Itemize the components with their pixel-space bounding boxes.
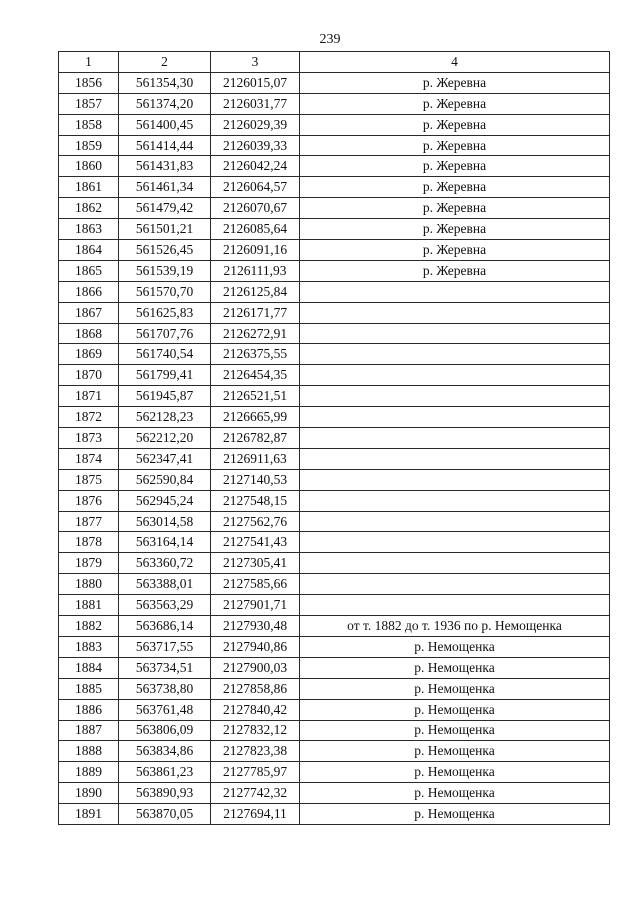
table-row [59,302,610,323]
cell-point-number: 1881 [59,595,119,616]
table-row [59,490,610,511]
cell-point-number: 1870 [59,365,119,386]
cell-y-coordinate: 2126029,39 [211,114,300,135]
cell-description: р. Жеревна [300,219,610,240]
cell-description: р. Немощенка [300,720,610,741]
cell-point-number: 1884 [59,657,119,678]
cell-description: р. Жеревна [300,198,610,219]
cell-description: р. Немощенка [300,804,610,825]
cell-point-number: 1888 [59,741,119,762]
cell-x-coordinate: 563734,51 [119,657,211,678]
cell-point-number: 1886 [59,699,119,720]
cell-y-coordinate: 2126521,51 [211,386,300,407]
cell-point-number: 1885 [59,678,119,699]
cell-x-coordinate: 563388,01 [119,574,211,595]
table-row [59,344,610,365]
cell-x-coordinate: 563834,86 [119,741,211,762]
table-row [59,469,610,490]
cell-x-coordinate: 563738,80 [119,678,211,699]
table-row [59,595,610,616]
cell-description [300,553,610,574]
cell-point-number: 1856 [59,72,119,93]
table-row [59,532,610,553]
cell-y-coordinate: 2126272,91 [211,323,300,344]
cell-point-number: 1873 [59,428,119,449]
cell-description [300,281,610,302]
cell-y-coordinate: 2126171,77 [211,302,300,323]
cell-x-coordinate: 561539,19 [119,260,211,281]
table-row [59,636,610,657]
cell-description [300,407,610,428]
cell-point-number: 1878 [59,532,119,553]
cell-x-coordinate: 563563,29 [119,595,211,616]
cell-y-coordinate: 2127901,71 [211,595,300,616]
cell-x-coordinate: 561501,21 [119,219,211,240]
cell-point-number: 1861 [59,177,119,198]
cell-y-coordinate: 2127840,42 [211,699,300,720]
cell-description: р. Жеревна [300,114,610,135]
cell-x-coordinate: 563870,05 [119,804,211,825]
cell-description: р. Немощенка [300,678,610,699]
cell-y-coordinate: 2127305,41 [211,553,300,574]
cell-y-coordinate: 2126911,63 [211,448,300,469]
cell-description: р. Немощенка [300,762,610,783]
cell-description: р. Жеревна [300,177,610,198]
cell-point-number: 1868 [59,323,119,344]
cell-x-coordinate: 561740,54 [119,344,211,365]
cell-description [300,490,610,511]
cell-x-coordinate: 563686,14 [119,616,211,637]
cell-description [300,323,610,344]
cell-y-coordinate: 2127548,15 [211,490,300,511]
cell-y-coordinate: 2126111,93 [211,260,300,281]
cell-y-coordinate: 2126070,67 [211,198,300,219]
table-row [59,72,610,93]
cell-description: р. Жеревна [300,72,610,93]
cell-x-coordinate: 561400,45 [119,114,211,135]
cell-description: р. Жеревна [300,156,610,177]
cell-point-number: 1871 [59,386,119,407]
table-row [59,762,610,783]
cell-description [300,428,610,449]
cell-x-coordinate: 561374,20 [119,93,211,114]
cell-point-number: 1862 [59,198,119,219]
table-row [59,198,610,219]
table-row [59,240,610,261]
table-row [59,323,610,344]
table-row [59,804,610,825]
cell-description [300,344,610,365]
cell-x-coordinate: 562212,20 [119,428,211,449]
cell-point-number: 1863 [59,219,119,240]
cell-y-coordinate: 2127930,48 [211,616,300,637]
cell-description: р. Немощенка [300,657,610,678]
cell-x-coordinate: 561414,44 [119,135,211,156]
cell-y-coordinate: 2126039,33 [211,135,300,156]
cell-x-coordinate: 563890,93 [119,783,211,804]
table-row [59,219,610,240]
cell-point-number: 1858 [59,114,119,135]
table-row [59,135,610,156]
table-row [59,511,610,532]
cell-description [300,386,610,407]
table-body [59,72,610,824]
table-row [59,616,610,637]
cell-x-coordinate: 563164,14 [119,532,211,553]
cell-point-number: 1859 [59,135,119,156]
cell-x-coordinate: 563761,48 [119,699,211,720]
cell-x-coordinate: 561707,76 [119,323,211,344]
header-row [59,52,610,73]
cell-point-number: 1882 [59,616,119,637]
cell-point-number: 1883 [59,636,119,657]
cell-y-coordinate: 2126031,77 [211,93,300,114]
cell-description: р. Немощенка [300,741,610,762]
table-row [59,93,610,114]
cell-point-number: 1865 [59,260,119,281]
table-row [59,783,610,804]
table-row [59,281,610,302]
cell-x-coordinate: 563806,09 [119,720,211,741]
table-header [59,52,610,73]
cell-x-coordinate: 562128,23 [119,407,211,428]
cell-x-coordinate: 563717,55 [119,636,211,657]
cell-point-number: 1876 [59,490,119,511]
table-row [59,428,610,449]
cell-x-coordinate: 561945,87 [119,386,211,407]
cell-y-coordinate: 2127742,32 [211,783,300,804]
table-row [59,553,610,574]
cell-description [300,511,610,532]
cell-x-coordinate: 563014,58 [119,511,211,532]
cell-x-coordinate: 563861,23 [119,762,211,783]
table-row [59,720,610,741]
cell-x-coordinate: 561799,41 [119,365,211,386]
cell-y-coordinate: 2126091,16 [211,240,300,261]
cell-x-coordinate: 561461,34 [119,177,211,198]
cell-y-coordinate: 2127140,53 [211,469,300,490]
table-row [59,678,610,699]
header-cell-description: 4 [300,52,610,73]
cell-y-coordinate: 2127562,76 [211,511,300,532]
cell-x-coordinate: 561479,42 [119,198,211,219]
cell-x-coordinate: 562347,41 [119,448,211,469]
table-row [59,177,610,198]
cell-point-number: 1864 [59,240,119,261]
page-number: 239 [319,32,341,47]
cell-description [300,448,610,469]
cell-y-coordinate: 2126454,35 [211,365,300,386]
cell-description: от т. 1882 до т. 1936 по р. Немощенка [300,616,610,637]
table-row [59,574,610,595]
cell-description [300,574,610,595]
cell-description [300,469,610,490]
cell-x-coordinate: 561625,83 [119,302,211,323]
table-row [59,156,610,177]
coordinates-table [58,51,610,825]
table-row [59,407,610,428]
cell-y-coordinate: 2126085,64 [211,219,300,240]
cell-point-number: 1889 [59,762,119,783]
cell-y-coordinate: 2127823,38 [211,741,300,762]
cell-point-number: 1877 [59,511,119,532]
cell-description: р. Немощенка [300,783,610,804]
cell-y-coordinate: 2126375,55 [211,344,300,365]
table-row [59,741,610,762]
cell-point-number: 1857 [59,93,119,114]
cell-y-coordinate: 2127832,12 [211,720,300,741]
cell-y-coordinate: 2126665,99 [211,407,300,428]
table-row [59,657,610,678]
cell-x-coordinate: 561526,45 [119,240,211,261]
table-row [59,386,610,407]
cell-point-number: 1875 [59,469,119,490]
cell-y-coordinate: 2126125,84 [211,281,300,302]
cell-y-coordinate: 2127940,86 [211,636,300,657]
cell-x-coordinate: 561570,70 [119,281,211,302]
cell-point-number: 1879 [59,553,119,574]
header-cell-y: 3 [211,52,300,73]
cell-description: р. Жеревна [300,260,610,281]
table-row [59,114,610,135]
cell-x-coordinate: 562590,84 [119,469,211,490]
cell-description [300,302,610,323]
cell-point-number: 1880 [59,574,119,595]
cell-point-number: 1891 [59,804,119,825]
cell-description [300,532,610,553]
cell-point-number: 1867 [59,302,119,323]
cell-description: р. Немощенка [300,636,610,657]
cell-description: р. Немощенка [300,699,610,720]
header-cell-point-number: 1 [59,52,119,73]
cell-point-number: 1860 [59,156,119,177]
cell-description: р. Жеревна [300,240,610,261]
header-cell-x: 2 [119,52,211,73]
cell-y-coordinate: 2127785,97 [211,762,300,783]
cell-y-coordinate: 2127900,03 [211,657,300,678]
table-row [59,365,610,386]
cell-y-coordinate: 2127694,11 [211,804,300,825]
cell-description: р. Жеревна [300,93,610,114]
cell-point-number: 1874 [59,448,119,469]
cell-y-coordinate: 2126042,24 [211,156,300,177]
cell-y-coordinate: 2127585,66 [211,574,300,595]
cell-point-number: 1890 [59,783,119,804]
cell-description [300,365,610,386]
cell-point-number: 1869 [59,344,119,365]
cell-description [300,595,610,616]
table-row [59,448,610,469]
cell-x-coordinate: 561431,83 [119,156,211,177]
cell-point-number: 1887 [59,720,119,741]
cell-x-coordinate: 562945,24 [119,490,211,511]
table-row [59,699,610,720]
cell-y-coordinate: 2127858,86 [211,678,300,699]
cell-x-coordinate: 561354,30 [119,72,211,93]
cell-description: р. Жеревна [300,135,610,156]
cell-y-coordinate: 2126782,87 [211,428,300,449]
cell-x-coordinate: 563360,72 [119,553,211,574]
cell-point-number: 1872 [59,407,119,428]
table-row [59,260,610,281]
cell-y-coordinate: 2127541,43 [211,532,300,553]
cell-point-number: 1866 [59,281,119,302]
cell-y-coordinate: 2126064,57 [211,177,300,198]
cell-y-coordinate: 2126015,07 [211,72,300,93]
